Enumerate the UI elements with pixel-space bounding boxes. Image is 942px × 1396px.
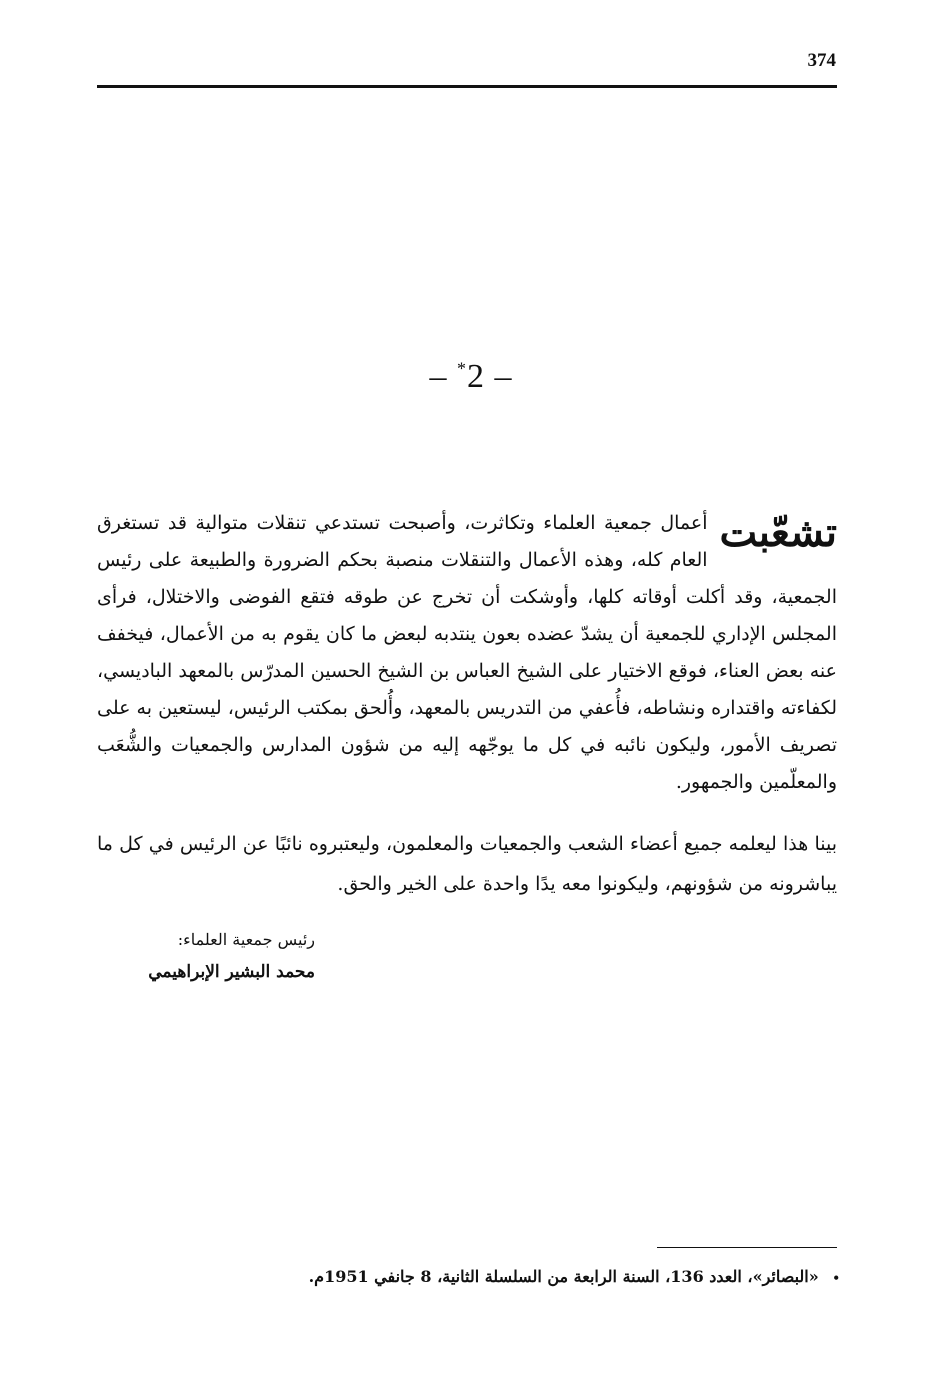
footnote-text: «البصائر»، العدد 136، السنة الرابعة من السلسلة الثانية، 8 جانفي 1951م. — [308, 1267, 819, 1286]
paragraph-1-text: أعمال جمعية العلماء وتكاثرت، وأصبحت تستدعي تنقلات متوالية قد تستغرق العام كله، وهذه الأعمال والتنقلات منصبة بحكم الضرورة والطبيعة على رئيس الجمعية، وقد أكلت أوقاته كلها، وأوشكت أن تخرج عن طوقه فتقع الفوضى والاختلال، فرأى المجلس الإداري للجمعية أن يشدّ عضده بعون ينتدبه لبعض ما كان يقوم به من الأعمال، فيخفف عنه بعض العناء، فوقع الاختيار على الشيخ العباس بن الشيخ الحسين المدرّس بالمعهد الباديسي، لكفاءته واقتداره ونشاطه، فأُعفي من التدريس بالمعهد، وأُلحق بمكتب الرئيس، ليستعين به على تصريف الأمور، وليكون نائبه في كل ما يوجّهه إليه من شؤون المدارس والجمعيات والشُّعَب والمعلّمين والجمهور. — [97, 512, 837, 793]
footnote-rule — [657, 1247, 837, 1248]
page-number: 374 — [807, 50, 836, 71]
drop-word: تشعّبت — [719, 509, 837, 556]
signature-role: رئيس جمعية العلماء: — [177, 930, 315, 949]
paragraph-1 — [97, 505, 837, 801]
signature-block — [55, 925, 315, 989]
section-heading: – *2 – — [429, 358, 513, 395]
footnote-bullet: • — [832, 1271, 840, 1285]
paragraph-2: بينا هذا ليعلمه جميع أعضاء الشعب والجمعيات والمعلمون، وليعتبروه نائبًا عن الرئيس في كل ما يباشرونه من شؤونهم، وليكونوا معه يدًا واحدة على الخير والحق. — [97, 833, 837, 895]
signature-name: محمد البشير الإبراهيمي — [148, 962, 315, 982]
section-marker: * — [457, 358, 467, 379]
section-number: 2 — [467, 358, 485, 395]
footnote — [180, 1262, 840, 1293]
header-rule — [97, 85, 837, 88]
